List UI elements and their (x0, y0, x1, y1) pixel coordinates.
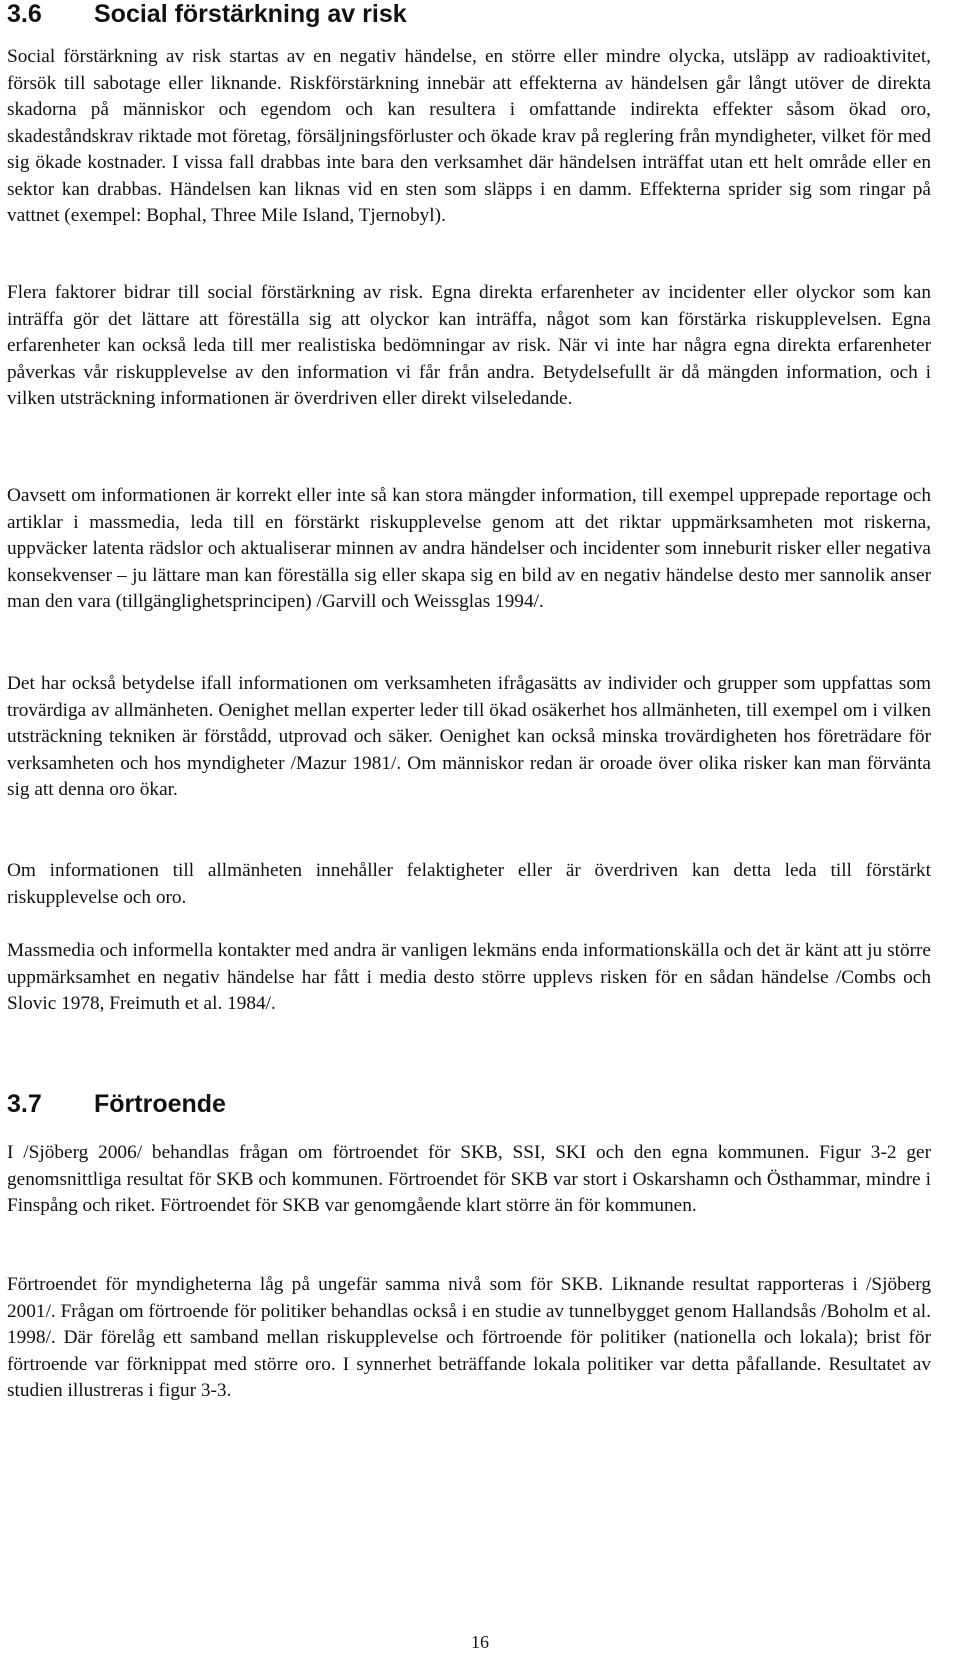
paragraph: Flera faktorer bidrar till social förstärkning av risk. Egna direkta erfarenheter av incidenter eller olyckor som kan inträffa gör det lättare att föreställa sig att olyckor kan inträffa, något som kan förstärka riskupplevelsen. Egna erfarenheter kan också leda till mer realistiska bedömningar av risk. När vi inte har några egna direkta erfarenheter påverkas vår riskupplevelse av den information vi får från andra. Betydelsefullt är då mängden information, och i vilken utsträckning informationen är överdriven eller direkt vilseledande. (7, 282, 931, 409)
section-heading (7, 1090, 226, 1119)
paragraph: Förtroendet för myndigheterna låg på ungefär samma nivå som för SKB. Liknande resultat rapporteras i /Sjöberg 2001/. Frågan om förtroende för politiker behandlas också i en studie av tunnelbygget genom Hallandsås /Boholm et al. 1998/. Där förelåg ett samband mellan riskupplevelse och förtroende för politiker (nationella och lokala); brist för förtroende var förknippat med större oro. I synnerhet beträffande lokala politiker var detta påfallande. Resultatet av studien illustreras i figur 3-3. (7, 1274, 931, 1401)
paragraph: Social förstärkning av risk startas av en negativ händelse, en större eller mindre olycka, utsläpp av radioaktivitet, försök till sabotage eller liknande. Riskförstärkning innebär att effekterna av händelsen går långt utöver de direkta skadorna på människor och egendom och kan resultera i omfattande indirekta effekter såsom ökad oro, skadeståndskrav riktade mot företag, försäljningsförluster och ökade krav på reglering från myndigheter, vilket för med sig ökade kostnader. I vissa fall drabbas inte bara den verksamhet där händelsen inträffat utan ett helt område eller en sektor kan drabbas. Händelsen kan liknas vid en sten som släpps i en damm. Effekterna sprider sig som ringar på vattnet (exempel: Bophal, Three Mile Island, Tjernobyl). (7, 46, 931, 226)
section-title: Förtroende (94, 1090, 226, 1118)
paragraph-block (7, 858, 931, 911)
paragraph: Det har också betydelse ifall informationen om verksamheten ifrågasätts av individer och grupper som uppfattas som trovärdiga av allmänheten. Oenighet mellan experter leder till ökad osäkerhet hos allmänheten, till exempel om i vilken utsträckning tekniken är förstådd, utprovad och säker. Oenighet kan också minska trovärdigheten hos företrädare för verksamheten och hos myndigheter /Mazur 1981/. Om människor redan är oroade över olika risker kan man förvänta sig att denna oro ökar. (7, 673, 931, 800)
paragraph-block (7, 483, 931, 616)
section-number: 3.6 (7, 0, 42, 28)
paragraph-block (7, 44, 931, 230)
paragraph: Massmedia och informella kontakter med andra är vanligen lekmäns enda informationskälla och det är känt att ju större uppmärksamhet en negativ händelse har fått i media desto större upplevs risken för en sådan händelse /Combs och Slovic 1978, Freimuth et al. 1984/. (7, 940, 931, 1014)
section-heading (7, 0, 407, 29)
paragraph-block (7, 1140, 931, 1220)
paragraph: Om informationen till allmänheten innehåller felaktigheter eller är överdriven kan detta leda till förstärkt riskupplevelse och oro. (7, 860, 931, 908)
paragraph-block (7, 671, 931, 804)
paragraph-block (7, 938, 931, 1018)
section-title: Social förstärkning av risk (94, 0, 407, 28)
paragraph-block (7, 280, 931, 413)
paragraph: Oavsett om informationen är korrekt eller inte så kan stora mängder information, till exempel upprepade reportage och artiklar i massmedia, leda till en förstärkt riskupplevelse genom att det riktar uppmärksamheten mot riskerna, uppväcker latenta rädslor och aktualiserar minnen av andra händelser och incidenter som inneburit risker eller negativa konsekvenser – ju lättare man kan föreställa sig eller skapa sig en bild av en negativ händelse desto mer sannolik anser man den vara (tillgänglighetsprincipen) /Garvill och Weissglas 1994/. (7, 485, 931, 612)
section-number: 3.7 (7, 1090, 42, 1118)
page-number: 16 (471, 1632, 489, 1652)
paragraph: I /Sjöberg 2006/ behandlas frågan om förtroendet för SKB, SSI, SKI och den egna kommunen. Figur 3-2 ger genomsnittliga resultat för SKB och kommunen. Förtroendet för SKB var stort i Oskarshamn och Östhammar, mindre i Finspång och riket. Förtroendet för SKB var genomgående klart större än för kommunen. (7, 1142, 931, 1216)
paragraph-block (7, 1272, 931, 1405)
